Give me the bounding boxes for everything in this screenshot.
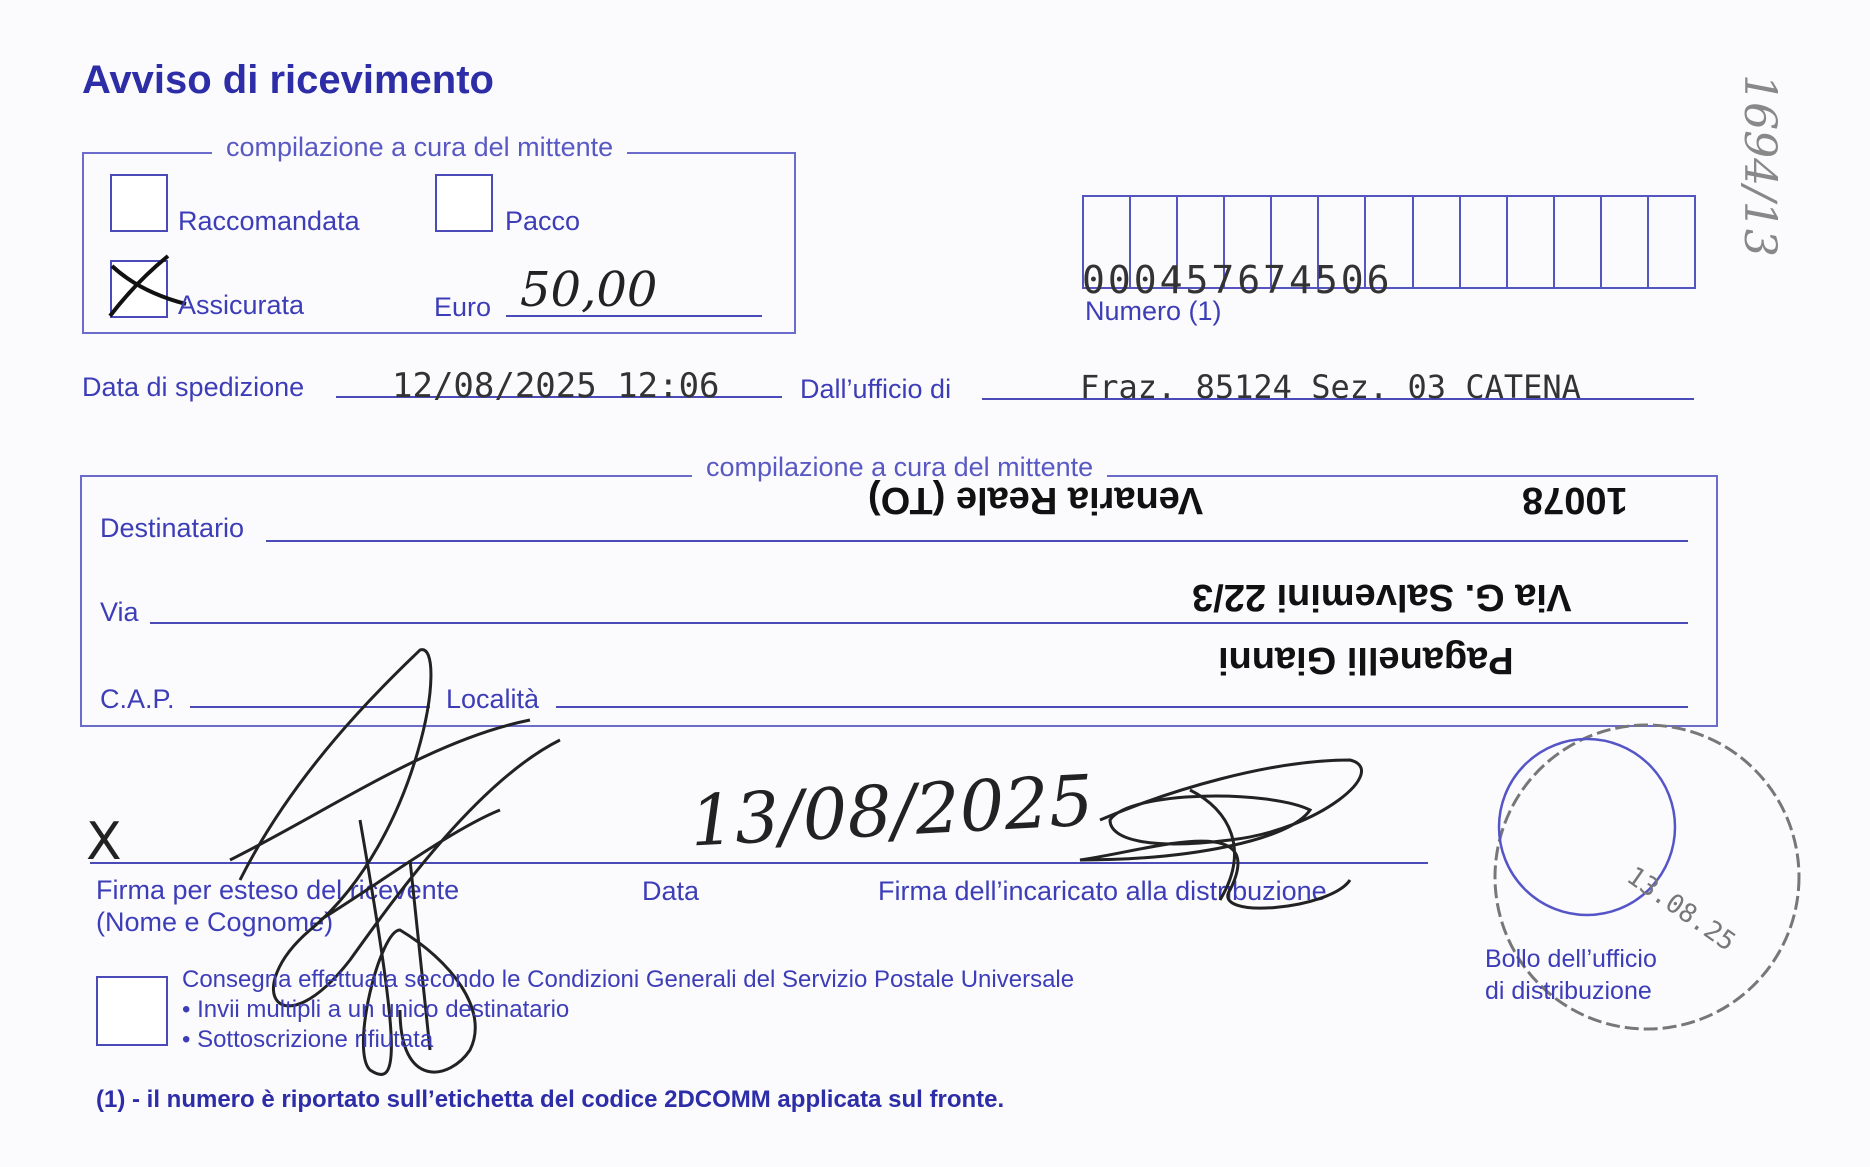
stamp-label-line2: di distribuzione bbox=[1485, 977, 1652, 1005]
x-mark: X bbox=[86, 812, 122, 872]
numero-code: 000457674506 bbox=[1082, 258, 1393, 302]
footer-note: (1) - il numero è riportato sull’etichetta del codice 2DCOMM applicata sul fronte. bbox=[96, 1086, 1005, 1113]
sender-section-legend: compilazione a cura del mittente bbox=[212, 132, 627, 163]
cap-label: C.A.P. bbox=[100, 684, 175, 714]
form-title: Avviso di ricevimento bbox=[82, 58, 494, 102]
grid-cell bbox=[1602, 197, 1649, 287]
assicurata-checkbox[interactable] bbox=[110, 260, 168, 318]
destinatario-label: Destinatario bbox=[100, 513, 245, 543]
numero-label: Numero (1) bbox=[1085, 296, 1222, 326]
printed-name: Paganelli Gianni bbox=[1218, 639, 1514, 681]
receiver-signature-sublabel: (Nome e Cognome) bbox=[96, 907, 334, 937]
ufficio-value: Fraz. 85124 Sez. 03 CATENA bbox=[1080, 368, 1581, 406]
stamp-label-line1: Bollo dell’ufficio bbox=[1485, 945, 1657, 973]
pacco-label: Pacco bbox=[505, 206, 581, 236]
grid-cell bbox=[1649, 197, 1694, 287]
consegna-bullet-1: • Invii multipli a un unico destinatario bbox=[182, 996, 570, 1023]
ufficio-label: Dall’ufficio di bbox=[800, 374, 952, 404]
delivery-date-value[interactable]: 13/08/2025 bbox=[688, 759, 1096, 863]
raccomandata-checkbox[interactable] bbox=[110, 174, 168, 232]
localita-label: Località bbox=[446, 684, 540, 714]
svg-text:13.08.25: 13.08.25 bbox=[1620, 861, 1741, 958]
grid-cell bbox=[1508, 197, 1555, 287]
grid-cell bbox=[1555, 197, 1602, 287]
pacco-checkbox[interactable] bbox=[435, 174, 493, 232]
consegna-checkbox[interactable] bbox=[96, 976, 168, 1046]
grid-cell bbox=[1461, 197, 1508, 287]
distributor-signature-label: Firma dell’incaricato alla distribuzione bbox=[878, 876, 1327, 906]
data-spedizione-value: 12/08/2025 12:06 bbox=[392, 366, 720, 406]
destinatario-line[interactable] bbox=[266, 540, 1688, 542]
consegna-bullet-2: • Sottoscrizione rifiutata bbox=[182, 1026, 434, 1053]
consegna-text: Consegna effettuata secondo le Condizioni Generali del Servizio Postale Universale bbox=[182, 966, 1075, 993]
euro-value[interactable]: 50,00 bbox=[520, 262, 658, 318]
grid-cell bbox=[1414, 197, 1461, 287]
data-label: Data bbox=[642, 876, 700, 906]
receiver-signature-label: Firma per esteso del ricevente bbox=[96, 875, 460, 905]
data-spedizione-label: Data di spedizione bbox=[82, 372, 305, 402]
printed-street: Via G. Salvemini 22/3 bbox=[1192, 576, 1572, 618]
via-label: Via bbox=[100, 597, 139, 627]
recipient-section-legend: compilazione a cura del mittente bbox=[692, 452, 1107, 483]
euro-label: Euro bbox=[434, 292, 492, 322]
via-line[interactable] bbox=[150, 622, 1688, 624]
assicurata-label: Assicurata bbox=[178, 290, 305, 320]
printed-cap: 10078 bbox=[1522, 479, 1628, 521]
printed-city: Venaria Reale (TO) bbox=[868, 479, 1204, 521]
margin-note: 1694/13 bbox=[1733, 74, 1785, 257]
raccomandata-label: Raccomandata bbox=[178, 206, 360, 236]
distributor-signature-scribble-icon bbox=[1070, 750, 1390, 930]
